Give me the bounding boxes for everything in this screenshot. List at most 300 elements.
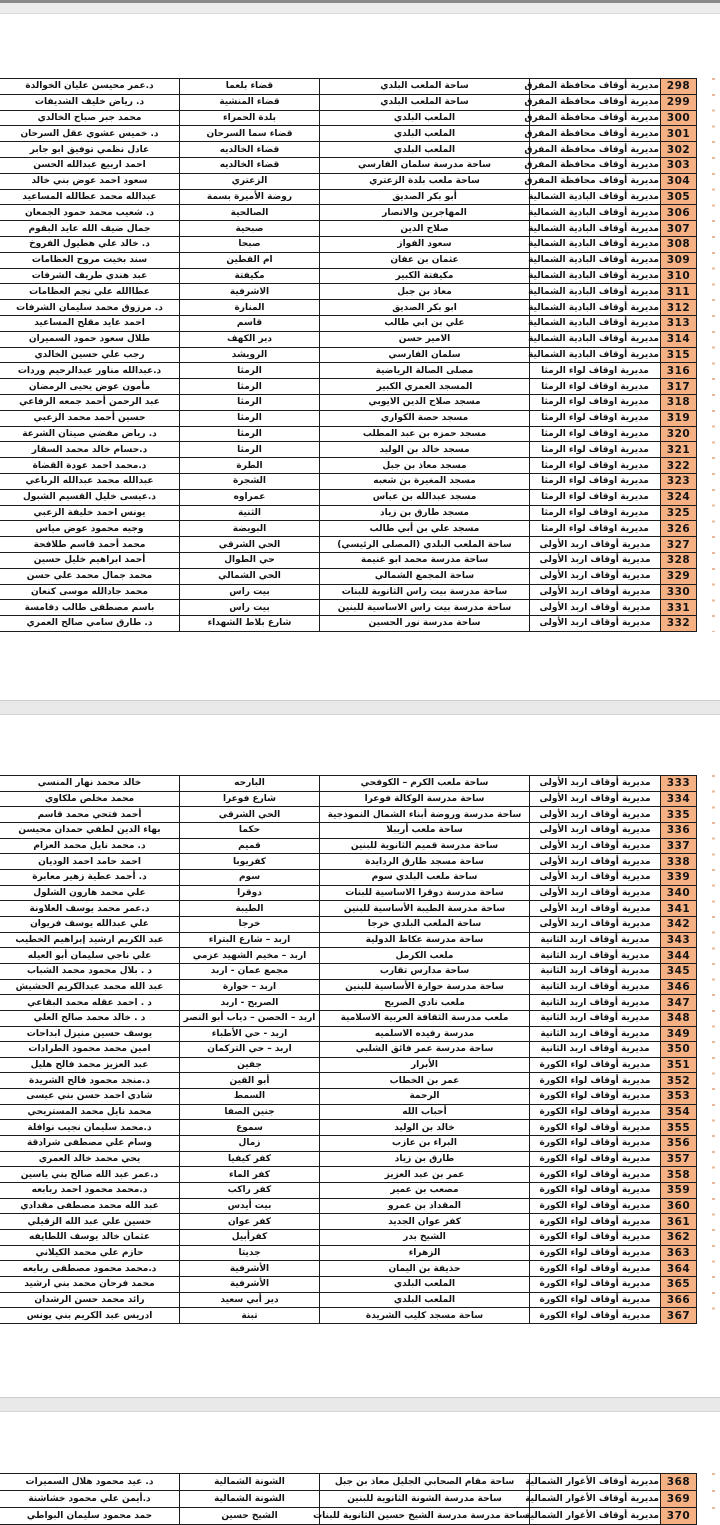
table-row [0,394,697,410]
table-row [0,979,697,995]
row-number-cell: 331 [661,600,697,616]
directorate-cell: مديرية أوقاف محافظة المفرق [530,142,661,158]
table-row [0,79,697,95]
voting-site-cell: مصلى الصالة الرياضية [320,363,530,379]
voting-site-cell: مسجد عبدالله بن عباس [320,489,530,505]
district-cell: زمال [180,1136,320,1152]
table-row [0,854,697,870]
directorate-cell: مديرية أوقاف اربد الثانية [530,995,661,1011]
district-cell: قضاء سما السرحان [180,126,320,142]
directorate-cell: مديرية أوقاف لواء الكورة [530,1245,661,1261]
directorate-cell: مديرية أوقاف اربد الأولى [530,568,661,584]
voting-site-cell: ساحة مدرسة دوقرا الاساسية للبنات [320,885,530,901]
imam-name-cell: حمد محمود سليمان البواطي [0,1508,180,1525]
voting-site-cell: الرحمة [320,1089,530,1105]
directorate-cell: مديرية اوقاف لواء الرمثا [530,442,661,458]
row-number-cell: 342 [661,916,697,932]
imam-name-cell: د. مرزوق محمد سليمان الشرفات [0,300,180,316]
voting-site-cell: ساحة الملعب البلدي خرجا [320,916,530,932]
district-cell: صبحا [180,236,320,252]
imam-name-cell: رجب علي حسين الخالدي [0,347,180,363]
directorate-cell: مديرية أوقاف اربد الأولى [530,600,661,616]
district-cell: عمراوه [180,489,320,505]
table-row [0,822,697,838]
voting-site-cell: ساحة مدرسة الوكالة فوعرا [320,791,530,807]
district-cell: قاسم [180,315,320,331]
imam-name-cell: عثمان خالد يوسف اللطايفه [0,1230,180,1246]
district-cell: الحي الشرقي [180,807,320,823]
row-number-cell: 337 [661,838,697,854]
voting-site-cell: ساحة مدرسة وروضة أبناء الشمال النموذجية [320,807,530,823]
directorate-cell: مديرية أوقاف محافظة المفرق [530,173,661,189]
directorate-cell: مديرية اوقاف لواء الرمثا [530,489,661,505]
district-cell: الطرة [180,458,320,474]
table-row [0,157,697,173]
table-row [0,426,697,442]
voting-site-cell: ساحة مدرسة حوارة الأساسية للبنين [320,979,530,995]
row-number-cell: 358 [661,1167,697,1183]
voting-site-cell: ملعب نادي الصريح [320,995,530,1011]
row-number-cell: 366 [661,1292,697,1308]
row-number-cell: 320 [661,426,697,442]
imam-name-cell: عبد العزيز محمد فالح هليل [0,1057,180,1073]
directorate-cell: مديرية اوقاف لواء الرمثا [530,379,661,395]
row-number-cell: 316 [661,363,697,379]
district-cell: الرمثا [180,394,320,410]
row-number-cell: 315 [661,347,697,363]
table-row [0,616,697,632]
directorate-cell: مديرية أوقاف اربد الأولى [530,552,661,568]
table-row [0,110,697,126]
imam-name-cell: وسام علي مصطفى شرادقة [0,1136,180,1152]
directorate-cell: مديرية أوقاف البادية الشمالية [530,236,661,252]
table-row [0,916,697,932]
row-number-cell: 301 [661,126,697,142]
row-number-cell: 298 [661,79,697,95]
voting-site-cell: ساحة ملعب أريبلا [320,822,530,838]
directorate-cell: مديرية أوقاف لواء الكورة [530,1261,661,1277]
row-number-cell: 304 [661,173,697,189]
district-cell: خرجا [180,916,320,932]
table-row [0,1089,697,1105]
voting-site-cell: حذيفة بن اليمان [320,1261,530,1277]
voting-site-cell: البراء بن عازب [320,1136,530,1152]
directorate-cell: مديرية أوقاف البادية الشمالية [530,189,661,205]
voting-site-cell: عمر بن الخطاب [320,1073,530,1089]
row-number-cell: 356 [661,1136,697,1152]
district-cell: روضة الأميرة بسمة [180,189,320,205]
district-cell: كفر الماء [180,1167,320,1183]
table-row [0,807,697,823]
district-cell: الرمثا [180,426,320,442]
district-cell: كفرأبيل [180,1230,320,1246]
directorate-cell: مديرية أوقاف اربد الأولى [530,854,661,870]
district-cell: صبحية [180,221,320,237]
voting-site-cell: ساحة مسجد كليب الشريدة [320,1308,530,1324]
row-number-cell: 317 [661,379,697,395]
district-cell: الأشرفية [180,1277,320,1293]
directorate-cell: مديرية أوقاف اربد الثانية [530,932,661,948]
row-number-cell: 321 [661,442,697,458]
imam-name-cell: حسين أحمد محمد الزعبي [0,410,180,426]
directorate-cell: مديرية أوقاف لواء الكورة [530,1198,661,1214]
table-row [0,94,697,110]
row-number-cell: 351 [661,1057,697,1073]
imam-name-cell: د.عيسى خليل القسيم الشبول [0,489,180,505]
voting-site-cell: ساحة ملعب بلدة الزعتري [320,173,530,189]
table-row [0,268,697,284]
voting-site-cell: مسجد معاذ بن جبل [320,458,530,474]
district-cell: البارحه [180,776,320,792]
directorate-cell: مديرية أوقاف اربد الأولى [530,916,661,932]
directorate-cell: مديرية أوقاف اربد الأولى [530,869,661,885]
row-number-cell: 322 [661,458,697,474]
voting-site-cell: ساحة مدرسة عكاظ الدولية [320,932,530,948]
directorate-cell: مديرية اوقاف لواء الرمثا [530,521,661,537]
imam-name-cell: عادل نظمي توفيق ابو جابر [0,142,180,158]
row-number-cell: 306 [661,205,697,221]
row-number-cell: 368 [661,1474,697,1491]
district-cell: الشيخ حسين [180,1508,320,1525]
voting-site-cell: ساحة مقام الصحابي الجليل معاذ بن جبل [320,1474,530,1491]
imam-name-cell: د.محمد احمد عودة القضاة [0,458,180,474]
voting-site-cell: مصعب بن عمير [320,1183,530,1199]
row-number-cell: 311 [661,284,697,300]
row-number-cell: 363 [661,1245,697,1261]
imam-name-cell: يحي محمد خالد العمري [0,1151,180,1167]
voting-site-cell: ساحة مدرسة بيت راس الاساسية للبنين [320,600,530,616]
table-row [0,1057,697,1073]
row-number-cell: 312 [661,300,697,316]
table-row [0,584,697,600]
district-cell: الرمثا [180,442,320,458]
imam-name-cell: احمد حامد احمد الوديان [0,854,180,870]
table-row [0,236,697,252]
table-row [0,1508,697,1525]
table-row [0,791,697,807]
directorate-cell: مديرية أوقاف لواء الكورة [530,1277,661,1293]
directorate-cell: مديرية أوقاف لواء الكورة [530,1292,661,1308]
district-cell: الشونة الشمالية [180,1474,320,1491]
directorate-cell: مديرية أوقاف لواء الكورة [530,1073,661,1089]
table-row [0,901,697,917]
district-cell: جفين [180,1057,320,1073]
imam-name-cell: عبد الله محمد مصطفى مقدادي [0,1198,180,1214]
imam-name-cell: عبد هندي طريف الشرفات [0,268,180,284]
district-cell: الطيبة [180,901,320,917]
district-cell: اربد – حوارة [180,979,320,995]
table-row [0,1151,697,1167]
imam-name-cell: احمد عايد مقلح المساعيد [0,315,180,331]
table-row [0,1136,697,1152]
voting-site-cell: ساحة الملعب البلدي [320,94,530,110]
table-row [0,521,697,537]
imam-name-cell: عبد الرحمن أحمد جمعه الرفاعي [0,394,180,410]
row-number-cell: 336 [661,822,697,838]
directorate-cell: مديرية اوقاف لواء الرمثا [530,394,661,410]
imam-name-cell: جمال ضيف الله عايد البقوم [0,221,180,237]
directorate-cell: مديرية أوقاف اربد الثانية [530,1026,661,1042]
district-cell: دوقرا [180,885,320,901]
district-cell: الثنية [180,505,320,521]
imam-name-cell: باسم مصطفى طالب دقامسة [0,600,180,616]
voting-site-cell: ساحة المجمع الشمالي [320,568,530,584]
imam-name-cell: سند بخيت مروح العظامات [0,252,180,268]
district-cell: بيت أيدس [180,1198,320,1214]
awqaf-table-page-2 [0,775,697,1324]
imam-name-cell: محمد جمال محمد علي حسن [0,568,180,584]
voting-site-cell: عثمان بن عفان [320,252,530,268]
imam-name-cell: د. خالد علي هطيول الفروخ [0,236,180,252]
voting-site-cell: كفر عوان الجديد [320,1214,530,1230]
directorate-cell: مديرية أوقاف الأغوار الشمالية [530,1508,661,1525]
imam-name-cell: د.عمر محمد يوسف العلاونة [0,901,180,917]
row-number-cell: 327 [661,537,697,553]
page-separator [0,700,720,715]
directorate-cell: مديرية أوقاف اربد الثانية [530,1010,661,1026]
table-row [0,1042,697,1058]
imam-name-cell: علي ناجي سليمان أبو العيله [0,948,180,964]
voting-site-cell: مسجد صلاح الدين الايوبي [320,394,530,410]
district-cell: الصالحية [180,205,320,221]
directorate-cell: مديرية أوقاف اربد الأولى [530,885,661,901]
imam-name-cell: د. محمد نايل محمد العزام [0,838,180,854]
imam-name-cell: محمد أحمد قاسم طلافحة [0,537,180,553]
district-cell: بيت راس [180,584,320,600]
row-number-cell: 309 [661,252,697,268]
district-cell: جديتا [180,1245,320,1261]
imam-name-cell: د. طارق سامي صالح العمري [0,616,180,632]
directorate-cell: مديرية أوقاف اربد الثانية [530,979,661,995]
voting-site-cell: ساحة مدرسة محمد ابو غنيمة [320,552,530,568]
imam-name-cell: احمد اربيع عبدالله الحسن [0,157,180,173]
table-row [0,537,697,553]
imam-name-cell: امين محمد محمود الطرادات [0,1042,180,1058]
voting-site-cell: مكيفتة الكبير [320,268,530,284]
row-number-cell: 343 [661,932,697,948]
voting-site-cell: ساحة مدرسة بيت راس الثانوية للبنات [320,584,530,600]
district-cell: البويضة [180,521,320,537]
voting-site-cell: ساحة مدرسة مدرسة الشيخ حسين الثانوية للبنات [320,1508,530,1525]
district-cell: الشجرة [180,473,320,489]
table-row [0,300,697,316]
table-row [0,1167,697,1183]
table-row [0,189,697,205]
voting-site-cell: مسجد خالد بن الوليد [320,442,530,458]
table-row [0,776,697,792]
district-cell: قضاء الخالديه [180,142,320,158]
row-number-cell: 347 [661,995,697,1011]
imam-name-cell: د.منجد محمود فالح الشريدة [0,1073,180,1089]
directorate-cell: مديرية أوقاف محافظة المفرق [530,79,661,95]
voting-site-cell: ساحة مدرسة الطيبة الأساسية للبنين [320,901,530,917]
imam-name-cell: د. عيد محمود هلال السميرات [0,1474,180,1491]
imam-name-cell: يونس احمد خليفة الزعبي [0,505,180,521]
table-row [0,126,697,142]
row-number-cell: 330 [661,584,697,600]
row-number-cell: 349 [661,1026,697,1042]
directorate-cell: مديرية أوقاف الأغوار الشمالية [530,1491,661,1508]
imam-name-cell: محمد جادالله موسى كنعان [0,584,180,600]
table-row [0,473,697,489]
row-number-cell: 360 [661,1198,697,1214]
row-number-cell: 299 [661,94,697,110]
district-cell: اربد – شارع البتراء [180,932,320,948]
directorate-cell: مديرية أوقاف لواء الكورة [530,1104,661,1120]
row-number-cell: 318 [661,394,697,410]
imam-name-cell: د.عبدالله مناور عبدالرحيم وردات [0,363,180,379]
voting-site-cell: الأبرار [320,1057,530,1073]
district-cell: حي الطوال [180,552,320,568]
table-row [0,315,697,331]
district-cell: كفريوبا [180,854,320,870]
directorate-cell: مديرية أوقاف اربد الأولى [530,616,661,632]
district-cell: قميم [180,838,320,854]
voting-site-cell: مدرسة رفيده الاسلميه [320,1026,530,1042]
row-number-cell: 353 [661,1089,697,1105]
table-row [0,995,697,1011]
table-row [0,458,697,474]
row-number-cell: 344 [661,948,697,964]
voting-site-cell: ساحة الملعب البلدي [320,79,530,95]
district-cell: الزعتري [180,173,320,189]
voting-site-cell: الملعب البلدي [320,126,530,142]
district-cell: الرمثا [180,363,320,379]
row-number-cell: 339 [661,869,697,885]
row-number-cell: 305 [661,189,697,205]
district-cell: الشونة الشمالية [180,1491,320,1508]
district-cell: الاشرفية [180,284,320,300]
voting-site-cell: ابو بكر الصديق [320,300,530,316]
row-number-cell: 313 [661,315,697,331]
row-number-cell: 369 [661,1491,697,1508]
voting-site-cell: معاذ بن جبل [320,284,530,300]
directorate-cell: مديرية أوقاف لواء الكورة [530,1151,661,1167]
voting-site-cell: خالد بن الوليد [320,1120,530,1136]
table-row [0,1183,697,1199]
voting-site-cell: أبو بكر الصديق [320,189,530,205]
row-number-cell: 370 [661,1508,697,1525]
voting-site-cell: ساحة مدرسة نور الحسين [320,616,530,632]
imam-name-cell: د.عمر محيسن عليان الخوالدة [0,79,180,95]
directorate-cell: مديرية أوقاف اربد الأولى [530,807,661,823]
row-number-cell: 341 [661,901,697,917]
table-row [0,932,697,948]
directorate-cell: مديرية أوقاف اربد الأولى [530,537,661,553]
row-number-cell: 355 [661,1120,697,1136]
directorate-cell: مديرية أوقاف لواء الكورة [530,1183,661,1199]
voting-site-cell: الملعب البلدي [320,110,530,126]
imam-name-cell: شادي احمد حسن بني عيسى [0,1089,180,1105]
voting-site-cell: ساحة مدارس تقارب [320,963,530,979]
imam-name-cell: د.محمد سليمان نجيب نوافلة [0,1120,180,1136]
table-row [0,410,697,426]
table-row [0,284,697,300]
imam-name-cell: عبدالله محمد عطالله المساعيد [0,189,180,205]
table-row [0,1010,697,1026]
district-cell: الصريح - اربد [180,995,320,1011]
district-cell: ام القطين [180,252,320,268]
imam-name-cell: طلال سعود حمود السميران [0,331,180,347]
district-cell: بيت راس [180,600,320,616]
row-number-cell: 310 [661,268,697,284]
imam-name-cell: د. شعيب محمد حمود الجمعان [0,205,180,221]
voting-site-cell: الامير حسن [320,331,530,347]
directorate-cell: مديرية أوقاف اربد الثانية [530,1042,661,1058]
voting-site-cell: مسجد علي بن أبي طالب [320,521,530,537]
imam-name-cell: سعود احمد عوض بني خالد [0,173,180,189]
row-number-cell: 357 [661,1151,697,1167]
directorate-cell: مديرية أوقاف البادية الشمالية [530,221,661,237]
page-edge-dots [712,1473,715,1520]
directorate-cell: مديرية أوقاف لواء الكورة [530,1214,661,1230]
district-cell: المنارة [180,300,320,316]
table-row [0,1292,697,1308]
row-number-cell: 329 [661,568,697,584]
row-number-cell: 334 [661,791,697,807]
row-number-cell: 302 [661,142,697,158]
table-row [0,885,697,901]
imam-name-cell: د.عمر عبد الله صالح بني ياسين [0,1167,180,1183]
voting-site-cell: الزهراء [320,1245,530,1261]
imam-name-cell: د . خالد محمد صالح العلي [0,1010,180,1026]
voting-site-cell: ساحة ملعب البلدي سوم [320,869,530,885]
row-number-cell: 300 [661,110,697,126]
imam-name-cell: عطاالله علي نجم العظامات [0,284,180,300]
row-number-cell: 326 [661,521,697,537]
voting-site-cell: صلاح الدين [320,221,530,237]
imam-name-cell: د.حسام خالد محمد السقار [0,442,180,458]
imam-name-cell: علي عبدالله يوسف فريوان [0,916,180,932]
row-number-cell: 328 [661,552,697,568]
row-number-cell: 361 [661,1214,697,1230]
voting-site-cell: أحباب الله [320,1104,530,1120]
directorate-cell: مديرية أوقاف البادية الشمالية [530,268,661,284]
row-number-cell: 323 [661,473,697,489]
table-row [0,379,697,395]
table-row [0,205,697,221]
imam-name-cell: د . بلال محمود محمد الشباب [0,963,180,979]
voting-site-cell: ساحة مسجد طارق الردايدة [320,854,530,870]
directorate-cell: مديرية اوقاف لواء الرمثا [530,458,661,474]
district-cell: سموع [180,1120,320,1136]
voting-site-cell: المقداد بن عمرو [320,1198,530,1214]
directorate-cell: مديرية أوقاف لواء الكورة [530,1057,661,1073]
district-cell: كفر راكب [180,1183,320,1199]
imam-name-cell: محمد مخلص ملكاوي [0,791,180,807]
table-row [0,600,697,616]
district-cell: دير الكهف [180,331,320,347]
row-number-cell: 333 [661,776,697,792]
imam-name-cell: علي محمد هارون الشلول [0,885,180,901]
district-cell: دير أبي سعيد [180,1292,320,1308]
directorate-cell: مديرية أوقاف لواء الكورة [530,1120,661,1136]
table-row [0,963,697,979]
table-row [0,347,697,363]
directorate-cell: مديرية أوقاف البادية الشمالية [530,300,661,316]
voting-site-cell: ساحة مدرسة عمر فائق الشلبي [320,1042,530,1058]
directorate-cell: مديرية اوقاف لواء الرمثا [530,505,661,521]
district-cell: جنين الصفا [180,1104,320,1120]
table-row [0,142,697,158]
imam-name-cell: حازم علي محمد الكيلاني [0,1245,180,1261]
directorate-cell: مديرية أوقاف البادية الشمالية [530,347,661,363]
directorate-cell: مديرية أوقاف لواء الكورة [530,1308,661,1324]
row-number-cell: 307 [661,221,697,237]
imam-name-cell: رائد محمد حسن الرشدان [0,1292,180,1308]
table-row [0,331,697,347]
row-number-cell: 338 [661,854,697,870]
